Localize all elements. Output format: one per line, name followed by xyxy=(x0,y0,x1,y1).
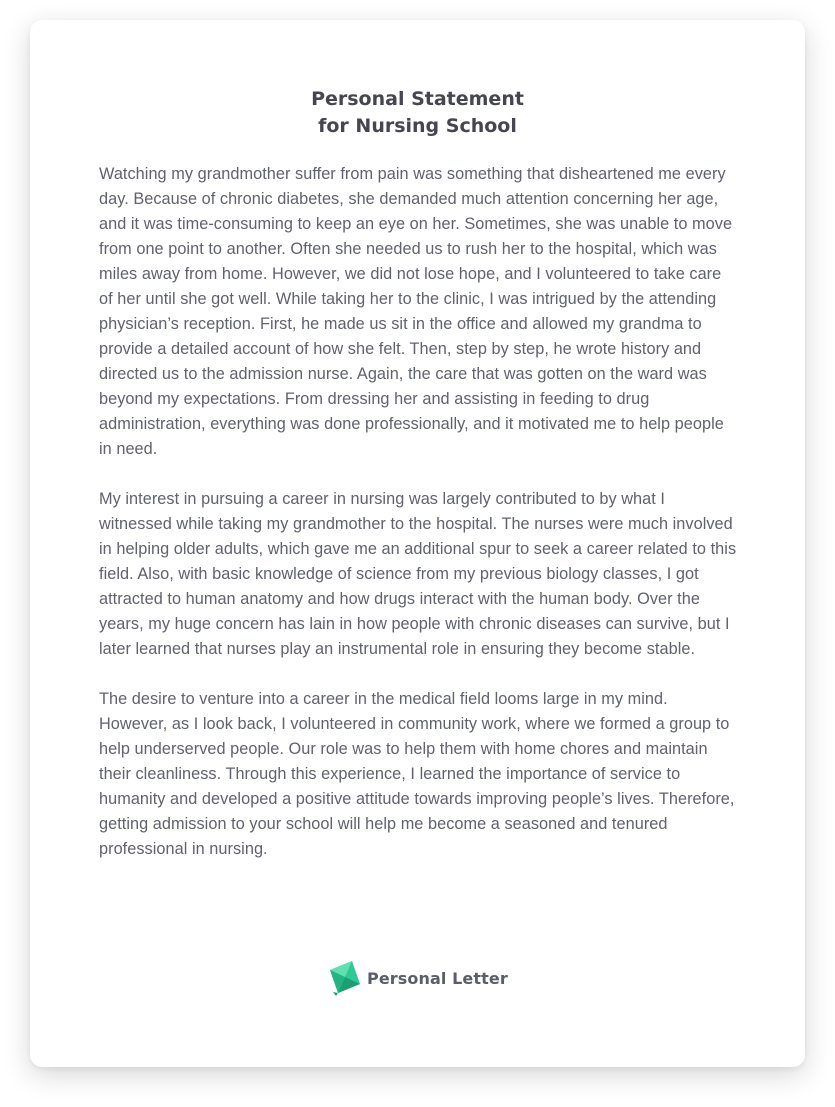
brand-footer xyxy=(327,958,508,998)
document-title xyxy=(30,86,805,140)
title-line-1: Personal Statement xyxy=(311,88,524,110)
paragraph-1: Watching my grandmother suffer from pain was something that disheartened me every day. Because of chronic diabetes, she demanded much attention concerning her age, and it was time-consuming to keep an eye on her. Sometimes, she was unable to move from one point to another. Often she needed us to rush her to the hospital, which was miles away from home. However, we did not lose hope, and I volunteered to take care of her until she got well. While taking her to the clinic, I was intrigued by the attending physician’s reception. First, he made us sit in the office and allowed my grandma to provide a detailed account of how she felt. Then, step by step, he wrote history and directed us to the admission nurse. Again, the care that was gotten on the ward was beyond my expectations. From dressing her and assisting in feeding to drug administration, everything was done professionally, and it motivated me to help people in need. xyxy=(99,165,733,458)
document-page xyxy=(30,20,805,1067)
paragraph-2: My interest in pursuing a career in nursing was largely contributed to by what I witnessed while taking my grandmother to the hospital. The nurses were much involved in helping older adults, which gave me an additional spur to seek a career related to this field. Also, with basic knowledge of science from my previous biology classes, I got attracted to human anatomy and how drugs interact with the human body. Over the years, my huge concern has lain in how people with chronic diseases can survive, but I later learned that nurses play an instrumental role in ensuring they become stable. xyxy=(99,490,737,658)
title-line-2: for Nursing School xyxy=(318,115,517,137)
paragraph-3: The desire to venture into a career in the medical field looms large in my mind. However, as I look back, I volunteered in community work, where we formed a group to help underserved people. Our role was to help them with home chores and maintain their cleanliness. Through this experience, I learned the importance of service to humanity and developed a positive attitude towards improving people’s lives. Therefore, getting admission to your school will help me become a seasoned and tenured professional in nursing. xyxy=(99,690,735,858)
envelope-logo-icon xyxy=(327,958,363,998)
document-body xyxy=(99,162,739,887)
brand-name: Personal Letter xyxy=(367,968,508,988)
